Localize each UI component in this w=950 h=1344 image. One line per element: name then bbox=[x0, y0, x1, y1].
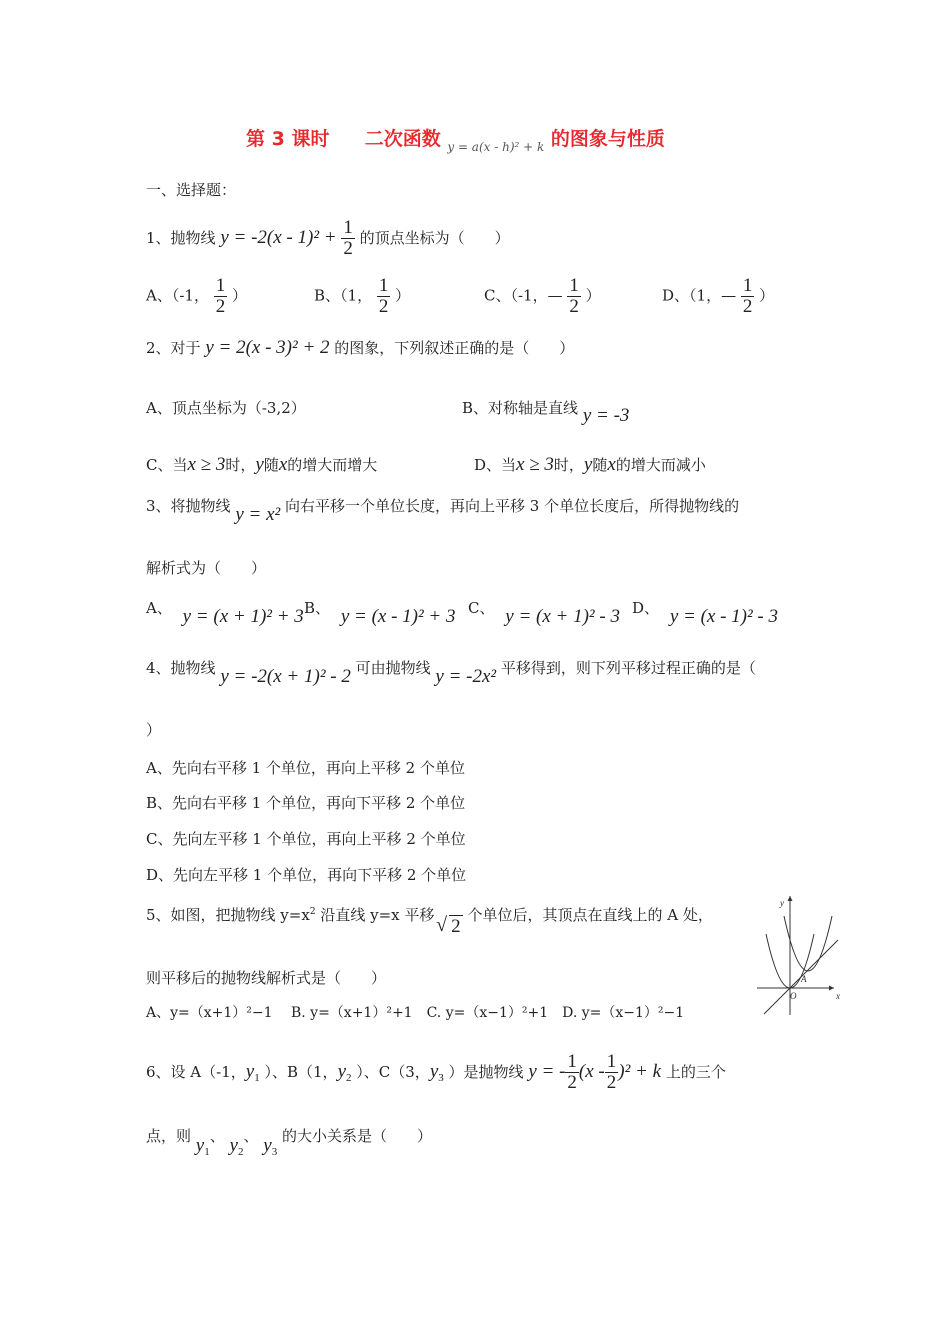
q6-y3: y bbox=[429, 1060, 439, 1082]
q6-line2-y3: y bbox=[263, 1135, 272, 1156]
q2-option-b bbox=[462, 398, 630, 426]
q3-option-d bbox=[632, 598, 779, 627]
q3-stem-line2: 解析式为（ ） bbox=[146, 559, 267, 577]
q1-opt-b-end: ） bbox=[395, 286, 411, 305]
q2-opt-c-c: 随 bbox=[263, 456, 279, 474]
q4-option-d: D、先向左平移 1 个单位，再向下平移 2 个单位 bbox=[146, 866, 467, 884]
q1-option-c bbox=[484, 276, 601, 317]
q1-fraction bbox=[341, 218, 355, 259]
q6-frac1-num: 1 bbox=[567, 1051, 577, 1072]
q6-formula-mid: (x - bbox=[578, 1060, 605, 1082]
q6-stem-a: 6、设 A（-1， bbox=[146, 1062, 246, 1081]
q2-opt-c-a: C、当 bbox=[146, 456, 188, 474]
q1-opt-a-frac bbox=[214, 276, 228, 317]
q6-frac-2 bbox=[605, 1052, 619, 1093]
q4-option-a: A、先向右平移 1 个单位，再向上平移 2 个单位 bbox=[146, 759, 465, 777]
q2-opt-b-formula: y = -3 bbox=[582, 405, 630, 426]
q5-stem-mid: 沿直线 y=x 平移 bbox=[320, 906, 435, 924]
q4-option-c: C、先向左平移 1 个单位，再向上平移 2 个单位 bbox=[146, 830, 466, 848]
q3-opt-b-label: B、 bbox=[304, 599, 331, 617]
q2-opt-c-cond: x ≥ 3 bbox=[187, 454, 226, 475]
q6-line2-end: 的大小关系是（ ） bbox=[281, 1127, 432, 1145]
q6-line2-y2-sub: 2 bbox=[237, 1146, 244, 1158]
q1-opt-d-den: 2 bbox=[742, 296, 753, 317]
q5-sqrt-value: 2 bbox=[451, 916, 461, 937]
q6-line2 bbox=[146, 1126, 432, 1158]
q5-stem-line2: 则平移后的抛物线解析式是（ ） bbox=[146, 969, 387, 987]
q4-formula-2: y = -2x² bbox=[435, 666, 497, 687]
q2-opt-d-x: x bbox=[607, 454, 616, 475]
q1-option-d bbox=[662, 276, 774, 317]
q6-formula-end: )² + k bbox=[618, 1060, 662, 1082]
q1-stem-pre: 1、抛物线 bbox=[146, 228, 216, 247]
q3-opt-a-formula: y = (x + 1)² + 3 bbox=[182, 606, 304, 627]
q6-y1: y bbox=[245, 1060, 255, 1082]
translated-parabola bbox=[784, 916, 832, 971]
q4-stem-line2: ） bbox=[146, 721, 162, 739]
q1-opt-a-end: ） bbox=[232, 286, 248, 305]
q4-formula-1: y = -2(x + 1)² - 2 bbox=[220, 666, 351, 687]
q1-opt-d-num: 1 bbox=[742, 275, 753, 296]
q6-frac1-den: 2 bbox=[567, 1072, 577, 1093]
q1-opt-d-end: ） bbox=[759, 286, 775, 305]
question-5 bbox=[146, 902, 713, 937]
q2-stem-post: 的图象，下列叙述正确的是（ ） bbox=[334, 339, 575, 357]
q2-opt-d-a: D、当 bbox=[474, 456, 517, 474]
q6-line2-y1: y bbox=[195, 1135, 205, 1156]
q1-stem-post: 的顶点坐标为（ ） bbox=[359, 228, 510, 247]
question-1 bbox=[146, 218, 510, 259]
q2-opt-d-c: 随 bbox=[592, 456, 608, 474]
question-6 bbox=[146, 1052, 726, 1093]
q2-option-a: A、顶点坐标为（-3,2） bbox=[146, 399, 306, 417]
q2-opt-d-d: 的增大而减小 bbox=[615, 456, 706, 474]
q6-line2-sep-2: 、 bbox=[243, 1127, 259, 1145]
q2-option-d bbox=[474, 455, 706, 475]
q6-line2-y-vars bbox=[196, 1135, 210, 1156]
q6-line2-y2: y bbox=[229, 1135, 238, 1156]
q6-y2-sub: 2 bbox=[346, 1071, 352, 1084]
q4-stem-mid: 可由抛物线 bbox=[355, 659, 431, 677]
q1-opt-c-end: ） bbox=[585, 286, 601, 305]
q5-figure bbox=[752, 888, 852, 1018]
q3-opt-b-formula: y = (x - 1)² + 3 bbox=[340, 606, 456, 627]
title-suffix: 的图象与性质 bbox=[550, 128, 665, 150]
q6-frac2-den: 2 bbox=[606, 1072, 617, 1093]
q3-option-a bbox=[146, 598, 304, 627]
q5-sqrt bbox=[439, 917, 463, 937]
q1-formula bbox=[220, 217, 359, 259]
q6-line2-y3-var bbox=[263, 1135, 277, 1156]
q6-stem-c: ）、C（3， bbox=[356, 1062, 430, 1081]
q1-opt-c-label: C、（-1，— bbox=[484, 286, 563, 305]
q6-frac-1 bbox=[565, 1052, 579, 1093]
q3-opt-d-formula: y = (x - 1)² - 3 bbox=[669, 606, 779, 627]
q6-line2-y3-sub: 3 bbox=[271, 1146, 278, 1158]
q5-options: A、y=（x+1）²−1 B. y=（x+1）²+1 C. y=（x−1）²+1 D. y=（x−1）²−1 bbox=[146, 1005, 685, 1021]
title-topic: 二次函数 bbox=[364, 128, 441, 150]
q4-stem-pre: 4、抛物线 bbox=[146, 659, 216, 677]
q1-formula-lead: y = -2(x - 1)² + bbox=[220, 226, 337, 248]
q2-opt-d-y: y bbox=[583, 454, 593, 475]
q2-opt-c-d: 的增大而增大 bbox=[287, 456, 378, 474]
q2-opt-c-y: y bbox=[255, 454, 264, 475]
q2-opt-c-b: 时， bbox=[225, 456, 256, 474]
q5-stem-pre: 5、如图，把抛物线 y=x bbox=[146, 906, 310, 924]
q3-opt-a-label: A、 bbox=[146, 599, 172, 617]
figure-x-label: x bbox=[836, 991, 840, 1001]
title-lesson: 第 3 课时 bbox=[246, 128, 330, 150]
q2-opt-d-cond: x ≥ 3 bbox=[516, 454, 554, 475]
figure-origin-label: O bbox=[790, 991, 797, 1001]
q6-line2-y1-sub: 1 bbox=[204, 1146, 210, 1158]
q6-stem-b: ）、B（1， bbox=[264, 1062, 338, 1081]
q2-stem-pre: 2、对于 bbox=[146, 339, 201, 357]
q1-opt-d-label: D、（1，— bbox=[662, 286, 737, 305]
q5-stem-sup: 2 bbox=[309, 907, 316, 917]
q4-stem-post: 平移得到，则下列平移过程正确的是（ bbox=[500, 659, 756, 677]
figure-y-label: y bbox=[780, 898, 784, 908]
q1-option-b bbox=[314, 276, 410, 317]
q2-option-c bbox=[146, 455, 377, 475]
q3-opt-d-label: D、 bbox=[632, 599, 660, 617]
q1-opt-b-frac bbox=[377, 276, 391, 317]
q1-opt-c-num: 1 bbox=[569, 275, 579, 296]
q2-formula: y = 2(x - 3)² + 2 bbox=[205, 337, 330, 358]
q6-line2-y2-var bbox=[230, 1135, 244, 1156]
q2-opt-b-text: B、对称轴是直线 bbox=[462, 399, 579, 417]
q1-opt-b-den: 2 bbox=[378, 296, 389, 317]
q1-frac-den: 2 bbox=[343, 238, 353, 259]
y-axis-arrow-icon bbox=[788, 896, 793, 901]
q3-formula: y = x² bbox=[235, 504, 281, 525]
page-title bbox=[246, 124, 665, 154]
q3-option-b bbox=[304, 598, 456, 627]
q6-frac2-num: 1 bbox=[606, 1051, 617, 1072]
q3-opt-c-formula: y = (x + 1)² - 3 bbox=[505, 606, 620, 627]
q6-y2: y bbox=[337, 1060, 346, 1082]
q3-option-c bbox=[468, 598, 620, 627]
q3-stem-post: 向右平移一个单位长度，再向上平移 3 个单位长度后，所得抛物线的 bbox=[285, 497, 740, 515]
question-2 bbox=[146, 338, 574, 358]
q3-stem-pre: 3、将抛物线 bbox=[146, 497, 231, 515]
q1-opt-c-frac bbox=[567, 276, 581, 317]
x-axis-arrow-icon bbox=[829, 986, 834, 991]
q2-opt-c-x: x bbox=[278, 454, 288, 475]
figure-point-a-label: A bbox=[801, 974, 807, 984]
q3-opt-c-label: C、 bbox=[468, 599, 495, 617]
question-4 bbox=[146, 658, 756, 687]
q5-stem-post: 个单位后，其顶点在直线上的 A 处， bbox=[467, 906, 713, 924]
q4-option-b: B、先向右平移 1 个单位，再向下平移 2 个单位 bbox=[146, 794, 466, 812]
question-3 bbox=[146, 496, 740, 525]
q6-stem-e: 上的三个 bbox=[665, 1062, 726, 1081]
q6-line2-sep-1: 、 bbox=[209, 1127, 225, 1145]
q6-y1-sub: 1 bbox=[254, 1071, 260, 1084]
title-formula: y = a(x - h)² + k bbox=[447, 140, 545, 154]
q1-opt-a-den: 2 bbox=[215, 296, 226, 317]
q1-opt-d-frac bbox=[741, 276, 755, 317]
q1-option-a bbox=[146, 276, 247, 317]
q1-opt-b-label: B、（1， bbox=[314, 286, 373, 305]
section-heading: 一、选择题： bbox=[146, 181, 237, 199]
q6-line2-a: 点，则 bbox=[146, 1127, 192, 1145]
q6-y3-sub: 3 bbox=[438, 1071, 444, 1084]
q6-formula bbox=[528, 1051, 662, 1093]
q1-opt-a-label: A、（-1， bbox=[146, 286, 209, 305]
q1-opt-c-den: 2 bbox=[569, 296, 579, 317]
q1-opt-a-num: 1 bbox=[215, 275, 226, 296]
q1-frac-num: 1 bbox=[343, 217, 353, 238]
q6-stem-d: ）是抛物线 bbox=[448, 1062, 524, 1081]
q1-opt-b-num: 1 bbox=[378, 275, 389, 296]
q2-opt-d-b: 时， bbox=[553, 456, 584, 474]
q6-formula-lead: y = - bbox=[528, 1060, 566, 1082]
